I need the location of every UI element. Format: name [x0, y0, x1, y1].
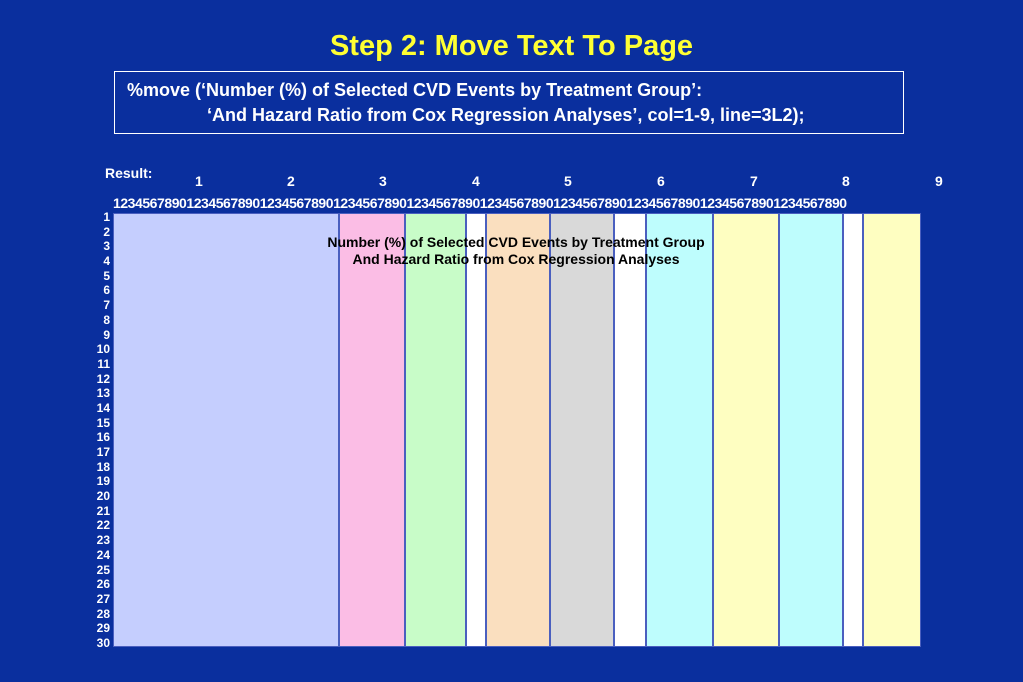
tens-marker: 4: [472, 173, 480, 189]
code-box: [114, 71, 904, 134]
line-number: 30: [96, 635, 110, 650]
line-number: 23: [96, 533, 110, 548]
tens-marker: 6: [657, 173, 665, 189]
page-column: [113, 213, 339, 647]
page-column: [646, 213, 713, 647]
line-number: 1: [103, 210, 110, 224]
line-number: 28: [96, 606, 110, 621]
table-title-line-1: Number (%) of Selected CVD Events by Treatment Group: [327, 234, 705, 250]
line-number: 25: [96, 562, 110, 577]
line-number: 17: [96, 445, 110, 459]
tens-marker: 5: [564, 173, 572, 189]
line-number: 5: [103, 268, 110, 283]
line-number: 24: [96, 547, 110, 562]
page-column: [486, 213, 550, 647]
line-number: 22: [96, 518, 110, 533]
line-number: 3: [103, 239, 110, 254]
line-number: 20: [96, 489, 110, 504]
table-title: [260, 234, 772, 268]
line-number: 19: [96, 474, 110, 489]
line-number: 15: [96, 415, 110, 430]
line-number: 18: [96, 459, 110, 474]
tens-marker: 9: [935, 173, 943, 189]
line-number: 11: [97, 356, 110, 371]
line-number: 27: [96, 591, 110, 606]
line-number: 14: [96, 400, 110, 415]
page-column: [405, 213, 466, 647]
page-column: [713, 213, 779, 647]
table-title-line-2: And Hazard Ratio from Cox Regression Analyses: [352, 251, 680, 267]
code-line-1: %move (‘Number (%) of Selected CVD Events by Treatment Group’:: [127, 80, 703, 100]
page-column: [779, 213, 843, 647]
line-number: 9: [103, 327, 110, 342]
line-number: 6: [103, 283, 110, 298]
result-label: Result:: [105, 165, 153, 181]
code-line-2: ‘And Hazard Ratio from Cox Regression Analyses’, col=1-9, line=3L2);: [207, 105, 805, 125]
line-number: 13: [96, 386, 110, 401]
tens-marker: 1: [195, 173, 203, 189]
page-column: [466, 213, 486, 647]
line-number: 2: [103, 224, 110, 239]
page-column: [550, 213, 614, 647]
line-numbers: [88, 210, 110, 651]
tens-marker: 7: [750, 173, 758, 189]
line-number: 4: [103, 254, 110, 269]
line-number: 7: [103, 298, 110, 313]
line-number: 16: [96, 430, 110, 445]
tens-marker: 2: [287, 173, 295, 189]
tens-marker: 3: [379, 173, 387, 189]
line-number: 26: [96, 577, 110, 592]
page-column: [339, 213, 405, 647]
line-number: 12: [96, 371, 110, 386]
line-number: 10: [96, 342, 110, 357]
slide-title: Step 2: Move Text To Page: [329, 30, 694, 62]
line-number: 8: [103, 312, 110, 327]
page-column: [863, 213, 921, 647]
tens-marker: 8: [842, 173, 850, 189]
line-number: 29: [96, 621, 110, 636]
page-column: [843, 213, 863, 647]
line-number: 21: [96, 503, 110, 518]
page-column: [614, 213, 646, 647]
column-ruler: 1234567890123456789012345678901234567890123456789012345678901234567890123456789012345678901234567890: [113, 195, 847, 211]
